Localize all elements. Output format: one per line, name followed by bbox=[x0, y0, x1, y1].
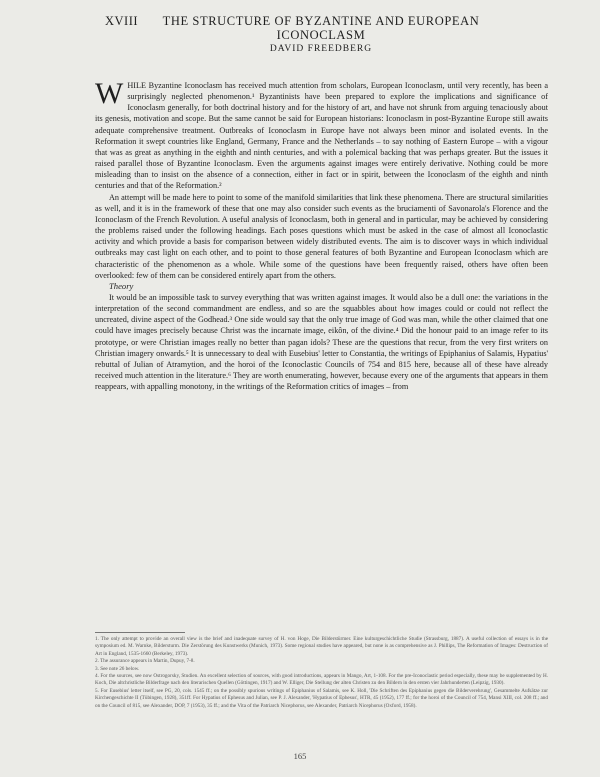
body-text bbox=[95, 77, 548, 392]
chapter-number: XVIII bbox=[105, 14, 139, 28]
drop-cap: W bbox=[95, 77, 124, 110]
author-name: DAVID FREEDBERG bbox=[269, 44, 373, 54]
chapter-title: THE STRUCTURE OF BYZANTINE AND EUROPEAN ICONOCLASM bbox=[162, 14, 480, 42]
page-number: 165 bbox=[293, 751, 307, 761]
section-heading: Theory bbox=[109, 280, 134, 291]
paragraph-1 bbox=[95, 77, 548, 192]
footnote: 2. The assurance appears in Martin, Dupuy, 7-8. bbox=[95, 658, 195, 665]
paragraph-1-text: HILE Byzantine Iconoclasm has received much attention from scholars, European Iconoclasm, until very recently, has been a surprisingly neglected phenomenon.¹ Byzantinists have been prepared to explore the implications and significance of Iconoclasm generally, for both doctrinal history and for the history of art, and have not shrunk from arguing tenaciously about its genesis, motivation and scope. But the same cannot be said for European historians: Iconoclasm in post-Byzantine Europe still awaits adequate comprehensive treatment. Outbreaks of Iconoclasm in Europe have not always been minor and isolated events. In the Reformation it swept countries like England, Germany, France and the Netherlands – to say nothing of Eastern Europe – with a vigour that was as great as anything in the eighth and ninth centuries, and with a polemical backing that was perhaps greater. But the issues it raised parallel those of Byzantine Iconoclasm. Even the arguments against images were entirely derivative. Nothing could be more misleading than to insist on the absence of a connection, either in fact or in spirit, between the Iconoclasm of the eighth and ninth centuries and that of the Reformation.² bbox=[95, 81, 548, 191]
footnote-divider bbox=[95, 632, 185, 633]
footnotes bbox=[95, 636, 548, 710]
footnote: 4. For the sources, see now Ostrogorsky, Studien. An excellent selection of sources, with good introductions, appears in Mango, Art, 1-108. For the pre-Iconoclastic period especially, these may be supplemented by H. Koch, Die altchristliche Bilderfrage nach den literarischen Quellen (Göttingen, 1917) and W. Elliger, Die Stellung der alten Christen zu den Bildern in den ersten vier Jahrhunderten (Leipzig, 1930). bbox=[95, 673, 548, 687]
paragraph-3: It would be an impossible task to survey everything that was written against images. It would also be a dull one: the variations in the interpretation of the second commandment are endless, and so are the squabbles about how images could or could not reflect the uncreated, divine aspect of the Godhead.³ One side would say that the only true image of God was man, while the other claimed that one could have images precisely because Christ was the incarnate image, eikôn, of the divine.⁴ Did the honour paid to an image refer to its prototype, or were Christian images really no better than pagan idols? These are the questions that recur, from the very first writers on Christian imagery onwards.⁵ It is unnecessary to deal with Eusebius' letter to Constantia, the writings of Epiphanius of Salamis, Hypatius' rebuttal of Julian of Atramytion, and the horoi of the Iconoclastic Councils of 754 and 815 here, because all of these have already received much attention in the literature.⁶ They are worth enumerating, however, because every one of the arguments that appears in them reappears, with appalling monotony, in the writings of the Reformation critics of images – from bbox=[95, 292, 548, 392]
paragraph-2: An attempt will be made here to point to some of the manifold similarities that link these phenomena. There are structural similarities as well, and it is in the framework of these that one may also consider such events as the bruciamenti of Savonarola's Florence and the Iconoclasm of the French Revolution. A useful analysis of Iconoclasm, both in general and in particular, may be achieved by considering the problems raised under the following headings. Each poses questions which must be asked in the case of almost all Iconoclastic activity and which provide a basis for comparison between widely distributed events. The aim is to discover ways in which individual outbreaks may cast light on each other, and to point to those general features of both Byzantine and European Iconoclasm which are characteristic of the phenomenon as a whole. While some of the questions have been frequently raised, others have often been overlooked: few of them can be considered entirely apart from the others. bbox=[95, 192, 548, 280]
footnote: 5. For Eusebius' letter itself, see PG, 20, cols. 1545 ff.; on the possibly spurious writings of Epiphanius of Salamis, see K. Holl, 'Die Schriften des Epiphanius gegen die Bilderverehrung', Gesammelte Aufsätze zur Kirchengeschichte II (Tübingen, 1928), 351ff. For Hypatius of Ephesus and Julian, see P. J. Alexander, 'Hypatius of Ephesus', HTR, 45 (1952), 177 ff.; for the horoi of the Council of 754, Mansi XIII, col. 208 ff.; and on the Council of 815, see Alexander, DOP, 7 (1953), 35 ff.; and the Vita of the Patriarch Nicephorus, see Alexander, Patriarch Nicephorus (Oxford, 1958). bbox=[95, 687, 548, 709]
footnote: 1. The only attempt to provide an overall view is the brief and inadequate survey of H. von Hoge, Die Bilderstürmer. Eine kulturgeschichtliche Studie (Strassburg, 1887). A useful collection of essays is in the symposium ed. M. Warnke, Bildersturm. Die Zerstörung des Kunstwerks (Munich, 1973). Some regional studies have appeared, but none is as comprehensive as J. Phillips, The Reformation of Images: Destruction of Art in England, 1535-1660 (Berkeley, 1973). bbox=[95, 636, 548, 657]
footnote: 3. See note 26 below. bbox=[95, 665, 140, 672]
